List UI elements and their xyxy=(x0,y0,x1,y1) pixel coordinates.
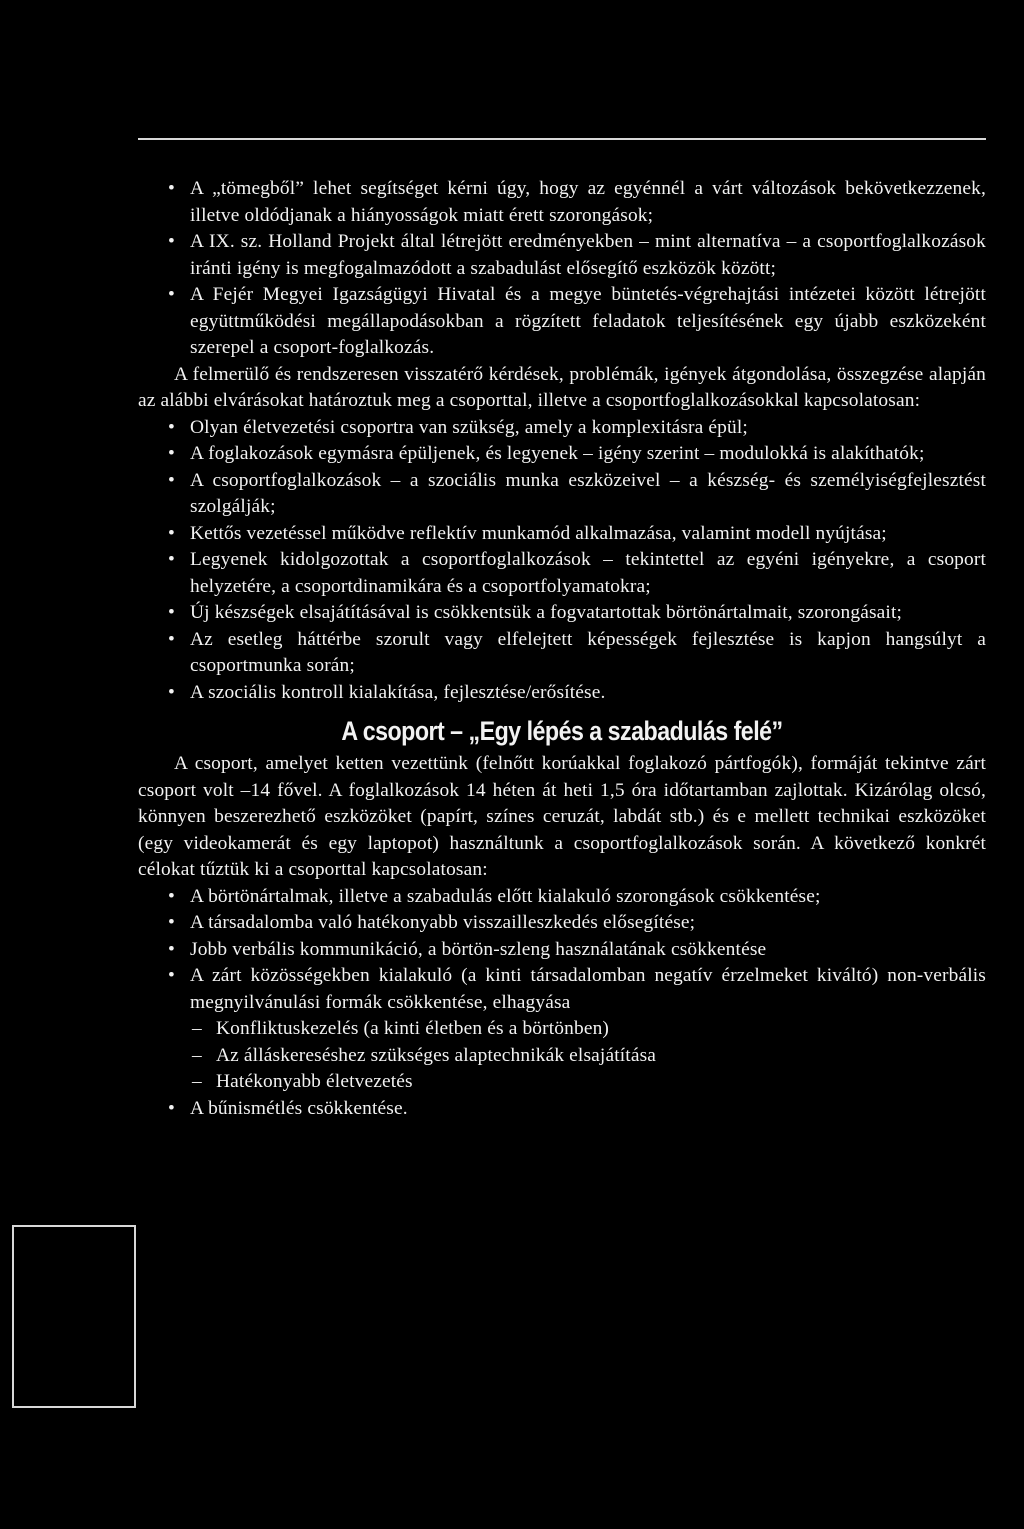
sub-list-item: – Az álláskereséshez szükséges alaptechnikák elsajátítása xyxy=(138,1043,986,1070)
sub-list-item: – Hatékonyabb életvezetés xyxy=(138,1069,986,1096)
list-item: • A foglakozások egymásra épüljenek, és legyenek – igény szerint – modulokká is alakíthatók; xyxy=(138,441,986,468)
list-item: • A Fejér Megyei Igazságügyi Hivatal és a megye büntetés-végrehajtási intézetei között létrejött együttműködési megállapodásokban a rögzített feladatok teljesítésének egy újabb eszközeként szerepel a csoport-foglalkozás. xyxy=(138,282,986,362)
list-item: • Kettős vezetéssel működve reflektív munkamód alkalmazása, valamint modell nyújtása; xyxy=(138,521,986,548)
intro-bullet-list xyxy=(138,176,986,362)
list-item: • A szociális kontroll kialakítása, fejlesztése/erősítése. xyxy=(138,680,986,707)
paragraph: A felmerülő és rendszeresen visszatérő kérdések, problémák, igények átgondolása, összegzése alapján az alábbi elvárásokat határoztuk meg a csoporttal, illetve a csoportfoglalkozásokkal kapcsolatosan: xyxy=(138,363,986,411)
list-item: • A zárt közösségekben kialakuló (a kinti társadalomban negatív érzelmeket kiváltó) non-verbális megnyilvánulási formák csökkentése, elhagyása xyxy=(138,963,986,1016)
list-item: • A börtönártalmak, illetve a szabadulás előtt kialakuló szorongások csökkentése; xyxy=(138,884,986,911)
list-item: • Az esetleg háttérbe szorult vagy elfelejtett képességek fejlesztése is kapjon hangsúlyt a csoportmunka során; xyxy=(138,627,986,680)
goal-sub-list xyxy=(138,1016,986,1096)
section-heading: A csoport – „Egy lépés a szabadulás felé” xyxy=(341,716,783,746)
list-item: • Jobb verbális kommunikáció, a börtön-szleng használatának csökkentése xyxy=(138,937,986,964)
list-item: • A „tömegből” lehet segítséget kérni úgy, hogy az egyénnél a várt változások bekövetkezzenek, illetve oldódjanak a hiányosságok miatt érett szorongások; xyxy=(138,176,986,229)
list-item: • Legyenek kidolgozottak a csoportfoglalkozások – tekintettel az egyéni igényekre, a csoport helyzetére, a csoportdinamikára és a csoportfolyamatokra; xyxy=(138,547,986,600)
list-item: • Új készségek elsajátításával is csökkentsük a fogvatartottak börtönártalmait, szorongásait; xyxy=(138,600,986,627)
page-content xyxy=(138,176,986,1122)
expectation-bullet-list xyxy=(138,415,986,707)
list-item: • A társadalomba való hatékonyabb visszailleszkedés elősegítése; xyxy=(138,910,986,937)
list-item: • A csoportfoglalkozások – a szociális munka eszközeivel – a készség- és személyiségfejlesztést szolgálják; xyxy=(138,468,986,521)
goal-bullet-list xyxy=(138,884,986,1017)
header-rule xyxy=(138,138,986,140)
list-item: • Olyan életvezetési csoportra van szükség, amely a komplexitásra épül; xyxy=(138,415,986,442)
sub-list-item: – Konfliktuskezelés (a kinti életben és a börtönben) xyxy=(138,1016,986,1043)
list-item: • A bűnismétlés csökkentése. xyxy=(138,1096,986,1123)
margin-box xyxy=(12,1225,136,1408)
final-bullet-list xyxy=(138,1096,986,1123)
list-item: • A IX. sz. Holland Projekt által létrejött eredményekben – mint alternatíva – a csoportfoglalkozások iránti igény is megfogalmazódott a szabadulást elősegítő eszközök között; xyxy=(138,229,986,282)
paragraph: A csoport, amelyet ketten vezettünk (felnőtt korúakkal foglakozó pártfogók), formáját tekintve zárt csoport volt –14 fővel. A foglalkozások 14 héten át heti 1,5 óra időtartamban zajlottak. Kizárólag olcsó, könnyen beszerezhető eszközöket (papírt, színes ceruzát, labdát stb.) és e mellett technikai eszközöket (egy videokamerát és egy laptopot) használtunk a csoportfoglalkozások során. A következő konkrét célokat tűztük ki a csoporttal kapcsolatosan: xyxy=(138,753,986,880)
